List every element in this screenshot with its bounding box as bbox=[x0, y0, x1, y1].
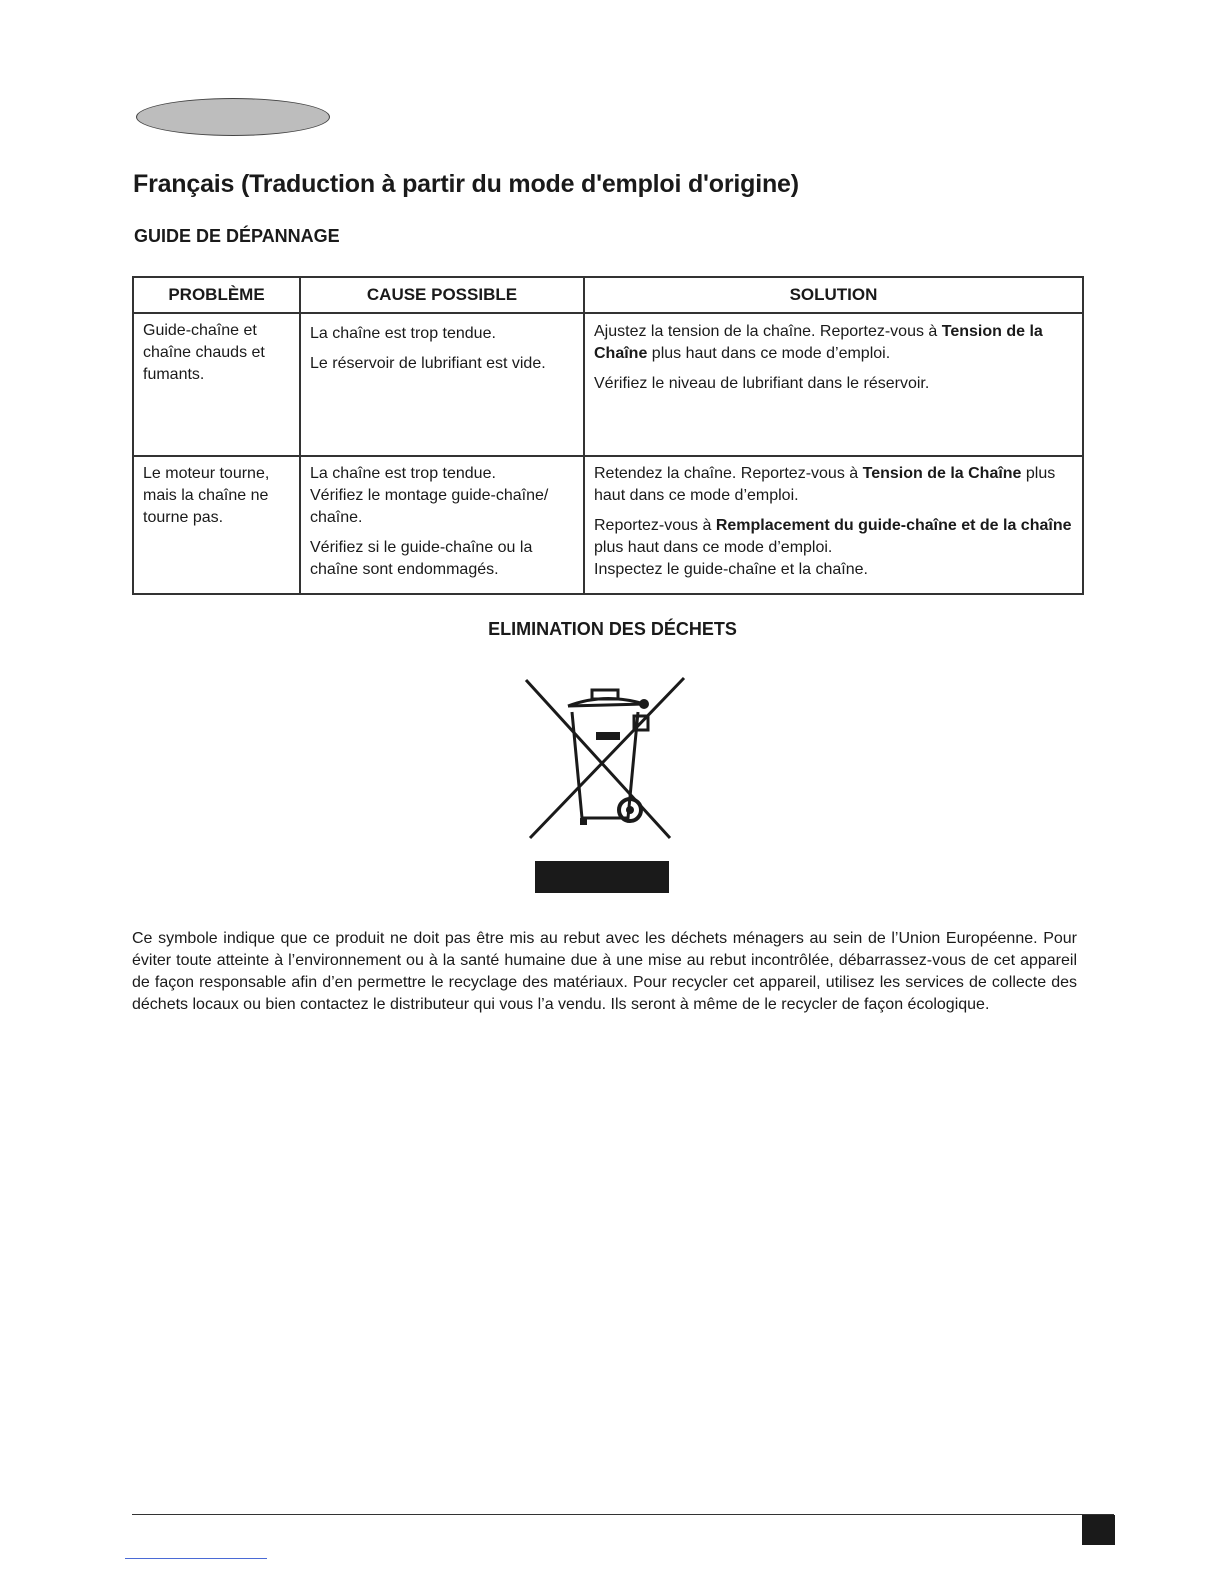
solution-run: Inspectez le guide-chaîne et la chaîne. bbox=[594, 561, 868, 578]
cause-text: La chaîne est trop tendue. bbox=[310, 325, 496, 342]
solution-text bbox=[594, 321, 1074, 365]
crossed-out-wheelie-bin-icon bbox=[520, 672, 692, 844]
solution-run: Ajustez la tension de la chaîne. Reportez-vous à bbox=[594, 323, 942, 340]
troubleshooting-heading: GUIDE DE DÉPANNAGE bbox=[134, 226, 340, 246]
solution-reference: Tension de la Chaîne bbox=[862, 465, 1022, 482]
disposal-heading: ELIMINATION DES DÉCHETS bbox=[488, 619, 737, 639]
problem-cell bbox=[133, 313, 300, 456]
solution-text bbox=[594, 515, 1074, 559]
solution-run: plus haut dans ce mode d’emploi. bbox=[647, 345, 891, 362]
table-header-row bbox=[133, 277, 1083, 313]
cause-text: Le réservoir de lubrifiant est vide. bbox=[310, 355, 546, 372]
troubleshooting-table bbox=[132, 276, 1084, 595]
cause-text: Vérifiez le montage guide-chaîne/ chaîne. bbox=[310, 487, 549, 526]
page-title: Français (Traduction à partir du mode d'emploi d'origine) bbox=[133, 170, 799, 198]
problem-text: Guide-chaîne et chaîne chauds et fumants. bbox=[143, 322, 265, 383]
language-tab-badge bbox=[136, 98, 330, 136]
solution-run: plus haut dans ce mode d’emploi. bbox=[594, 539, 833, 556]
weee-bar-mark bbox=[535, 861, 669, 893]
column-header-cause: CAUSE POSSIBLE bbox=[300, 277, 584, 313]
cause-text: Vérifiez si le guide-chaîne ou la chaîne sont endommagés. bbox=[310, 539, 533, 578]
column-header-solution: SOLUTION bbox=[584, 277, 1083, 313]
bottom-link-underline bbox=[125, 1558, 267, 1559]
disposal-paragraph: Ce symbole indique que ce produit ne doit pas être mis au rebut avec les déchets ménagers au sein de l’Union Européenne. Pour éviter toute atteinte à l’environnement ou à la santé humaine due à une mise au rebut incontrôlée, débarrassez-vous de cet appareil de façon responsable afin d’en permettre le recyclage des matériaux. Pour recycler cet appareil, utilisez les services de collecte des déchets locaux ou bien contactez le distributeur qui vous l’a vendu. Ils seront à même de le recycler de façon écologique. bbox=[132, 930, 1077, 1013]
cause-cell bbox=[300, 313, 584, 456]
problem-cell bbox=[133, 456, 300, 594]
solution-run: plus haut dans ce mode d’emploi. bbox=[594, 465, 1056, 504]
table-row bbox=[133, 313, 1083, 456]
solution-run: Retendez la chaîne. Reportez-vous à bbox=[594, 465, 863, 482]
solution-text bbox=[594, 559, 1074, 581]
solution-reference: Tension de la Chaîne bbox=[594, 323, 1043, 362]
solution-cell bbox=[584, 456, 1083, 594]
footer-divider bbox=[132, 1514, 1114, 1515]
solution-reference: Remplacement du guide-chaîne et de la chaîne bbox=[715, 517, 1072, 534]
cause-cell bbox=[300, 456, 584, 594]
solution-run: Reportez-vous à bbox=[594, 517, 716, 534]
solution-text bbox=[594, 463, 1074, 507]
solution-cell bbox=[584, 313, 1083, 456]
page-number-box bbox=[1082, 1515, 1115, 1545]
table-row bbox=[133, 456, 1083, 594]
solution-run: Vérifiez le niveau de lubrifiant dans le réservoir. bbox=[594, 375, 930, 392]
solution-text bbox=[594, 373, 1074, 395]
cause-text: La chaîne est trop tendue. bbox=[310, 465, 496, 482]
column-header-problem: PROBLÈME bbox=[133, 277, 300, 313]
problem-text: Le moteur tourne, mais la chaîne ne tourne pas. bbox=[143, 465, 270, 526]
